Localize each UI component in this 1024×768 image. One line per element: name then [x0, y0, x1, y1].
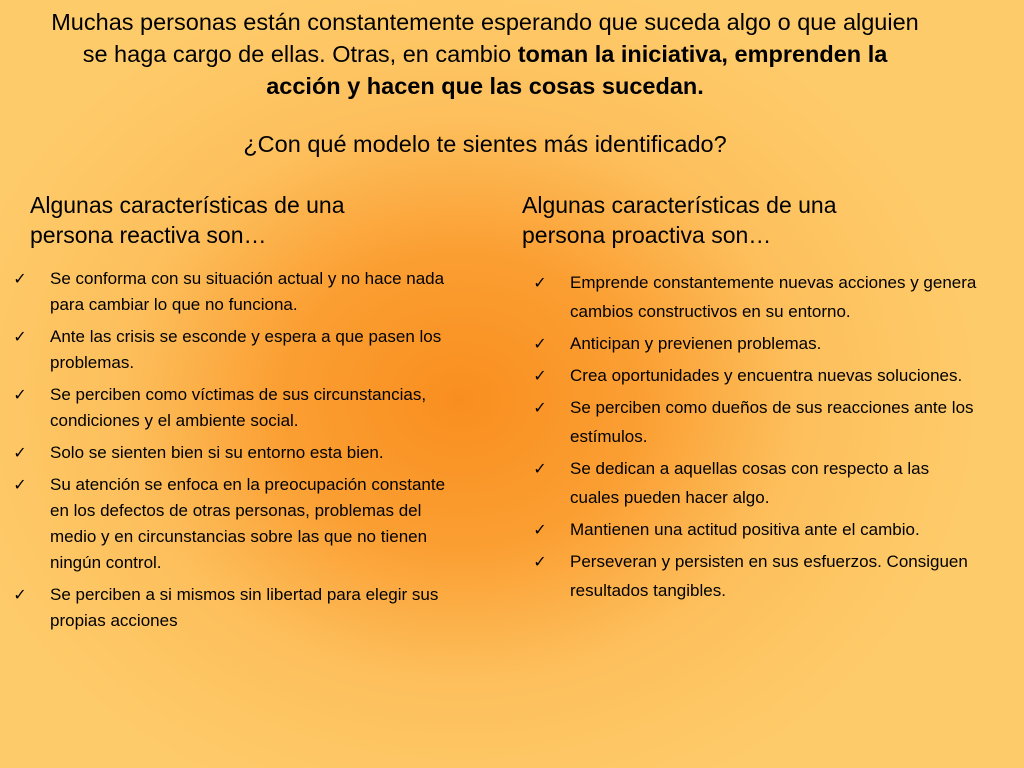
checkmark-icon: ✓: [533, 273, 547, 292]
reactive-heading-line-1: Algunas características de una: [30, 192, 345, 218]
intro-paragraph: [0, 6, 970, 102]
list-item-text: Su atención se enfoca en la preocupación constante en los defectos de otras personas, problemas del medio y en circunstancias sobre las que no tienen ningún control.: [50, 475, 446, 572]
checkmark-icon: ✓: [13, 327, 27, 346]
intro-line-2: se haga cargo de ellas. Otras, en cambio: [82, 41, 518, 67]
list-item-text: Solo se sienten bien si su entorno esta bien.: [50, 443, 384, 462]
list-item-text: Se perciben como dueños de sus reacciones ante los estímulos.: [570, 398, 974, 446]
list-item: [10, 440, 450, 466]
list-item: [530, 268, 980, 326]
list-item-text: Anticipan y previenen problemas.: [570, 334, 822, 353]
list-item: [530, 515, 980, 544]
list-item-text: Se dedican a aquellas cosas con respecto a las cuales pueden hacer algo.: [570, 459, 930, 507]
checkmark-icon: ✓: [533, 334, 547, 353]
proactive-heading-line-1: Algunas características de una: [522, 192, 837, 218]
checkmark-icon: ✓: [13, 585, 27, 604]
checkmark-icon: ✓: [13, 385, 27, 404]
proactive-heading: [522, 190, 962, 250]
list-item: [530, 329, 980, 358]
intro-line-1: Muchas personas están constantemente esperando que suceda algo o que alguien: [51, 9, 919, 35]
checkmark-icon: ✓: [533, 459, 547, 478]
checkmark-icon: ✓: [533, 552, 547, 571]
proactive-list: [530, 268, 980, 608]
checkmark-icon: ✓: [13, 269, 27, 288]
question-heading: ¿Con qué modelo te sientes más identificado?: [243, 131, 727, 157]
checkmark-icon: ✓: [533, 366, 547, 385]
reactive-heading: [30, 190, 450, 250]
reactive-heading-line-2: persona reactiva son…: [30, 222, 267, 248]
intro-line-2-emphasis: toman la iniciativa, emprenden la: [517, 41, 888, 67]
list-item-text: Se perciben a si mismos sin libertad para elegir sus propias acciones: [50, 585, 439, 630]
list-item: [530, 547, 980, 605]
list-item-text: Mantienen una actitud positiva ante el cambio.: [570, 520, 920, 539]
list-item-text: Se conforma con su situación actual y no hace nada para cambiar lo que no funciona.: [50, 269, 445, 314]
list-item-text: Perseveran y persisten en sus esfuerzos. Consiguen resultados tangibles.: [570, 552, 968, 600]
checkmark-icon: ✓: [533, 520, 547, 539]
list-item: [530, 361, 980, 390]
checkmark-icon: ✓: [533, 398, 547, 417]
list-item: [530, 393, 980, 451]
list-item: [10, 472, 450, 576]
list-item: [530, 454, 980, 512]
list-item-text: Ante las crisis se esconde y espera a que pasen los problemas.: [50, 327, 442, 372]
list-item: [10, 582, 450, 634]
list-item-text: Crea oportunidades y encuentra nuevas soluciones.: [570, 366, 963, 385]
proactive-heading-line-2: persona proactiva son…: [522, 222, 772, 248]
checkmark-icon: ✓: [13, 443, 27, 462]
list-item: [10, 266, 450, 318]
list-item: [10, 324, 450, 376]
list-item-text: Se perciben como víctimas de sus circunstancias, condiciones y el ambiente social.: [50, 385, 427, 430]
list-item: [10, 382, 450, 434]
reactive-list: [10, 266, 450, 640]
list-item-text: Emprende constantemente nuevas acciones y genera cambios constructivos en su entorno.: [570, 273, 977, 321]
intro-line-3-emphasis: acción y hacen que las cosas sucedan.: [266, 73, 704, 99]
checkmark-icon: ✓: [13, 475, 27, 494]
